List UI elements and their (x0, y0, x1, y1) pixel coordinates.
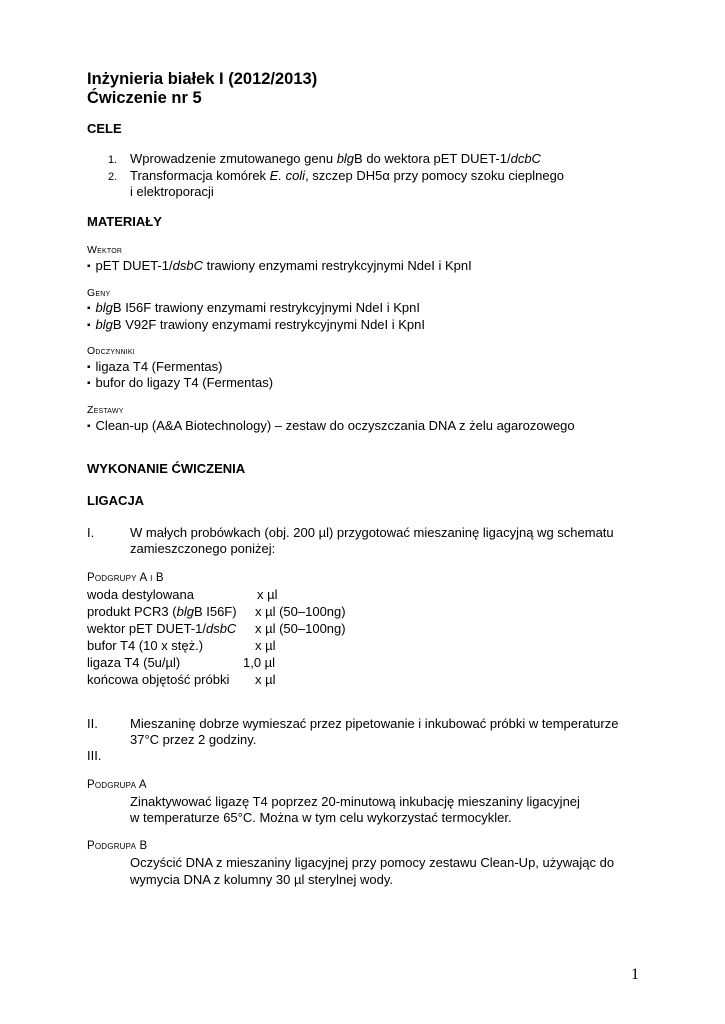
step-1-line2: zamieszczonego poniżej: (130, 541, 276, 556)
bullet-icon: ▪ (87, 261, 91, 272)
podgrupa-b-line1: Oczyścić DNA z mieszaniny ligacyjnej przy pomocy zestawu Clean-Up, używając do (130, 855, 615, 870)
cele-item-1-number: 1. (108, 154, 118, 166)
step-2-line2: 37°C przez 2 godziny. (130, 732, 257, 747)
podgrupa-a-line2: w temperaturze 65°C. Można w tym celu wykorzystać termocykler. (130, 810, 512, 825)
podgrupy-ab-label: Podgrupy A i B (87, 572, 164, 584)
step-1-line1: W małych probówkach (obj. 200 µl) przygotować mieszaninę ligacyjną wg schematu (130, 525, 614, 540)
recipe-row-2-label-end: B I56F) (193, 604, 237, 619)
podgrupa-b-line2: wymycia DNA z kolumny 30 µl sterylnej wody. (130, 872, 393, 887)
cele-item-2-line2: i elektroporacji (130, 184, 214, 199)
geny-item-2 (87, 317, 425, 332)
podgrupa-b-label: Podgrupa B (87, 840, 148, 852)
geny-item-2-gene: blg (95, 317, 113, 332)
bullet-icon: ▪ (87, 320, 91, 331)
cele-item-1 (130, 151, 541, 167)
exercise-title: Ćwiczenie nr 5 (87, 89, 202, 107)
bullet-icon: ▪ (87, 362, 91, 373)
wykonanie-heading: WYKONANIE ĆWICZENIA (87, 461, 246, 476)
geny-item-1-gene: blg (95, 300, 113, 315)
zestawy-item-text: Clean-up (A&A Biotechnology) – zestaw do oczyszczania DNA z żelu agarozowego (95, 418, 575, 433)
cele-item-2-organism: E. coli (269, 168, 306, 183)
podgrupa-a-line1: Zinaktywować ligazę T4 poprzez 20-minutową inkubację mieszaniny ligacyjnej (130, 794, 580, 809)
cele-item-2-text: Transformacja komórek (130, 168, 270, 183)
cele-item-2 (130, 168, 639, 184)
cele-item-1-text: Wprowadzenie zmutowanego genu (130, 151, 337, 166)
geny-item-1-text: B I56F trawiony enzymami restrykcyjnymi NdeI i KpnI (112, 300, 420, 315)
recipe-row-4-value: x µl (255, 638, 276, 653)
zestawy-label: Zestawy (87, 404, 124, 416)
ligacja-heading: LIGACJA (87, 493, 145, 508)
recipe-row-1-label: woda destylowana (87, 587, 194, 602)
wektor-text-end: trawiony enzymami restrykcyjnymi NdeI i KpnI (202, 258, 472, 273)
geny-item-1 (87, 300, 420, 315)
geny-label: Geny (87, 287, 111, 299)
recipe-row-2-gene: blg (176, 604, 194, 619)
cele-item-1-vector: dcbC (510, 151, 541, 166)
wektor-label: Wektor (87, 244, 123, 256)
recipe-row-3-label (87, 621, 236, 636)
zestawy-item (87, 418, 575, 433)
bullet-icon: ▪ (87, 421, 91, 432)
recipe-row-5-value: 1,0 µl (243, 655, 276, 670)
recipe-row-2-label (87, 604, 237, 619)
podgrupa-a-label: Podgrupa A (87, 779, 147, 791)
odczynniki-item-2-text: bufor do ligazy T4 (Fermentas) (95, 375, 274, 390)
step-1-number: I. (87, 525, 95, 540)
odczynniki-item-2 (87, 375, 273, 390)
odczynniki-item-1-text: ligaza T4 (Fermentas) (95, 359, 223, 374)
recipe-row-3-label-text: wektor pET DUET-1/ (87, 621, 206, 636)
recipe-row-6-label: końcowa objętość próbki (87, 672, 230, 687)
bullet-icon: ▪ (87, 378, 91, 389)
materialy-heading: MATERIAŁY (87, 214, 162, 229)
step-2-number: II. (87, 716, 98, 731)
geny-item-2-text: B V92F trawiony enzymami restrykcyjnymi NdeI i KpnI (112, 317, 426, 332)
recipe-row-2-value: x µl (50–100ng) (255, 604, 346, 619)
odczynniki-item-1 (87, 359, 222, 374)
recipe-row-3-gene: dsbC (205, 621, 237, 636)
step-2-line1: Mieszaninę dobrze wymieszać przez pipetowanie i inkubować próbki w temperaturze (130, 716, 619, 731)
cele-heading: CELE (87, 121, 122, 136)
cele-item-2-number: 2. (108, 171, 118, 183)
cele-item-1-gene: blg (336, 151, 355, 166)
recipe-row-6-value: x µl (255, 672, 276, 687)
document-title: Inżynieria białek I (2012/2013) (87, 70, 318, 88)
recipe-row-3-value: x µl (50–100ng) (255, 621, 346, 636)
wektor-text: pET DUET-1/ (95, 258, 173, 273)
recipe-row-2-label-text: produkt PCR3 ( (87, 604, 177, 619)
step-3-number: III. (87, 748, 102, 763)
cele-item-1-text-mid: B do wektora pET DUET-1/ (354, 151, 511, 166)
bullet-icon: ▪ (87, 303, 91, 314)
page-number: 1 (631, 966, 639, 983)
cele-item-2-text-end: , szczep DH5α przy pomocy szoku cieplnego (305, 168, 565, 183)
wektor-item (87, 258, 472, 273)
odczynniki-label: Odczynniki (87, 345, 135, 357)
wektor-gene: dsbC (172, 258, 203, 273)
recipe-row-4-label: bufor T4 (10 x stęż.) (87, 638, 204, 653)
recipe-row-5-label: ligaza T4 (5u/µl) (87, 655, 181, 670)
recipe-row-1-value: x µl (257, 587, 278, 602)
